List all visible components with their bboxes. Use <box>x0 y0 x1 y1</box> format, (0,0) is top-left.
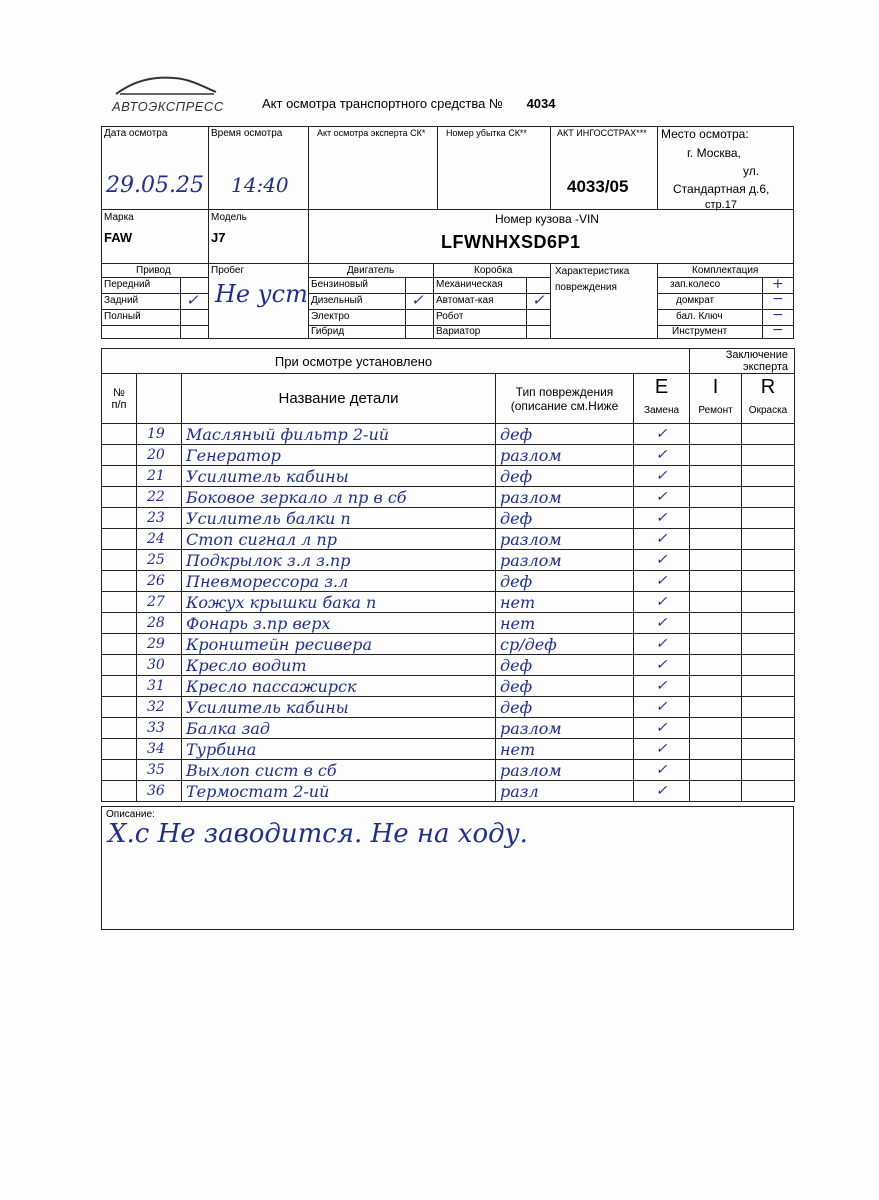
damage-type: разл <box>496 781 634 802</box>
part-name: Боковое зеркало л пр в сб <box>182 487 496 508</box>
col-e-header: E Замена <box>634 374 690 424</box>
place-cell: Место осмотра: г. Москва, ул. Стандартная д.6, стр.17 <box>657 126 794 210</box>
col-num-header: № п/п <box>102 374 137 424</box>
drive-all: Полный <box>104 311 141 322</box>
part-name: Турбина <box>182 739 496 760</box>
drive-rear-checkmark: ✓ <box>186 291 199 309</box>
replace-checkmark: ✓ <box>634 781 690 802</box>
row-number: 32 <box>137 697 182 718</box>
damage-type: нет <box>496 613 634 634</box>
mileage-block: Пробег Не уст <box>208 263 309 339</box>
replace-checkmark: ✓ <box>634 760 690 781</box>
damage-type: деф <box>496 571 634 592</box>
findings-table <box>101 348 794 802</box>
brand-cell: Марка FAW <box>101 209 209 264</box>
replace-checkmark: ✓ <box>634 529 690 550</box>
finding-row <box>102 676 795 697</box>
row-number: 34 <box>137 739 182 760</box>
drive-front: Передний <box>104 279 151 290</box>
replace-checkmark: ✓ <box>634 718 690 739</box>
damage-type: разлом <box>496 760 634 781</box>
drive-block: Привод Передний Задний ✓ Полный <box>101 263 209 339</box>
drive-rear: Задний <box>104 295 139 306</box>
row-number: 22 <box>137 487 182 508</box>
expert-act-cell: Акт осмотра эксперта СК* <box>308 126 438 210</box>
gearbox-auto-checkmark: ✓ <box>532 291 545 309</box>
finding-row <box>102 718 795 739</box>
date-value: 29.05.25 <box>106 173 204 198</box>
finding-row <box>102 424 795 445</box>
row-number: 21 <box>137 466 182 487</box>
part-name: Подкрылок з.л з.пр <box>182 550 496 571</box>
replace-checkmark: ✓ <box>634 487 690 508</box>
time-value: 14:40 <box>231 173 289 197</box>
finding-row <box>102 634 795 655</box>
replace-checkmark: ✓ <box>634 466 690 487</box>
damage-type: разлом <box>496 487 634 508</box>
row-number: 27 <box>137 592 182 613</box>
col-i-header: I Ремонт <box>690 374 742 424</box>
col-r-header: R Окраска <box>742 374 795 424</box>
replace-checkmark: ✓ <box>634 634 690 655</box>
row-number: 35 <box>137 760 182 781</box>
findings-title: При осмотре установлено <box>102 349 690 374</box>
row-number: 19 <box>137 424 182 445</box>
part-name: Термостат 2-ий <box>182 781 496 802</box>
replace-checkmark: ✓ <box>634 655 690 676</box>
row-number: 25 <box>137 550 182 571</box>
part-name: Масляный фильтр 2-ий <box>182 424 496 445</box>
row-number: 20 <box>137 445 182 466</box>
act-title: Акт осмотра транспортного средства № 4034 <box>262 96 556 111</box>
finding-row <box>102 508 795 529</box>
damage-type: ср/деф <box>496 634 634 655</box>
part-name: Кронштейн ресивера <box>182 634 496 655</box>
replace-checkmark: ✓ <box>634 676 690 697</box>
replace-checkmark: ✓ <box>634 571 690 592</box>
part-name: Усилитель балки п <box>182 508 496 529</box>
damage-type: деф <box>496 508 634 529</box>
brand-value: FAW <box>104 230 133 245</box>
ingos-cell: АКТ ИНГОССТРАХ*** 4033/05 <box>550 126 658 210</box>
vin-cell: Номер кузова -VIN LFWNHXSD6P1 <box>308 209 794 264</box>
vin-value: LFWNHXSD6P1 <box>441 232 581 252</box>
finding-row <box>102 571 795 592</box>
damage-type: разлом <box>496 718 634 739</box>
damage-type: деф <box>496 655 634 676</box>
row-number: 23 <box>137 508 182 529</box>
damage-characteristic-block: Характеристика повреждения <box>550 263 658 339</box>
part-name: Усилитель кабины <box>182 466 496 487</box>
finding-row <box>102 592 795 613</box>
finding-row <box>102 760 795 781</box>
gearbox-block: Коробка Механическая Автомат-кая ✓ Робот Вариатор <box>433 263 551 339</box>
replace-checkmark: ✓ <box>634 613 690 634</box>
replace-checkmark: ✓ <box>634 739 690 760</box>
damage-type: нет <box>496 592 634 613</box>
finding-row <box>102 739 795 760</box>
act-number: 4034 <box>526 96 556 111</box>
replace-checkmark: ✓ <box>634 445 690 466</box>
row-number: 30 <box>137 655 182 676</box>
part-name: Кресло пассажирск <box>182 676 496 697</box>
part-name: Кожух крышки бака п <box>182 592 496 613</box>
row-number: 36 <box>137 781 182 802</box>
finding-row <box>102 487 795 508</box>
description-box: Описание: Х.с Не заводится. Не на ходу. <box>101 806 794 930</box>
part-name: Кресло водит <box>182 655 496 676</box>
replace-checkmark: ✓ <box>634 697 690 718</box>
finding-row <box>102 613 795 634</box>
damage-type: деф <box>496 424 634 445</box>
damage-type: разлом <box>496 529 634 550</box>
damage-type: нет <box>496 739 634 760</box>
model-value: J7 <box>211 230 226 245</box>
part-name: Пневморессора з.л <box>182 571 496 592</box>
col-damage-header: Тип повреждения (описание см.Ниже <box>496 374 634 424</box>
finding-row <box>102 445 795 466</box>
damage-type: деф <box>496 697 634 718</box>
conclusion-title: Заключение эксперта <box>690 349 795 374</box>
part-name: Балка зад <box>182 718 496 739</box>
row-number: 31 <box>137 676 182 697</box>
finding-row <box>102 655 795 676</box>
engine-diesel-checkmark: ✓ <box>411 291 424 309</box>
row-number: 29 <box>137 634 182 655</box>
loss-number-cell: Номер убытка СК** <box>437 126 551 210</box>
model-cell: Модель J7 <box>208 209 309 264</box>
car-silhouette-icon <box>112 72 222 98</box>
replace-checkmark: ✓ <box>634 592 690 613</box>
description-text: Х.с Не заводится. Не на ходу. <box>108 819 528 849</box>
replace-checkmark: ✓ <box>634 550 690 571</box>
engine-block: Двигатель Бензиновый Дизельный ✓ Электро Гибрид <box>308 263 434 339</box>
part-name: Стоп сигнал л пр <box>182 529 496 550</box>
ingos-value: 4033/05 <box>567 177 629 196</box>
part-name: Усилитель кабины <box>182 697 496 718</box>
damage-type: разлом <box>496 445 634 466</box>
damage-type: деф <box>496 466 634 487</box>
part-name: Выхлоп сист в сб <box>182 760 496 781</box>
company-logo <box>112 72 222 112</box>
row-number: 33 <box>137 718 182 739</box>
part-name: Фонарь з.пр верх <box>182 613 496 634</box>
kit-block: Комплектация зап.колесо + домкрат − бал. Ключ − Инструмент − <box>657 263 794 339</box>
time-cell: Время осмотра 14:40 <box>208 126 309 210</box>
replace-checkmark: ✓ <box>634 508 690 529</box>
finding-row <box>102 529 795 550</box>
replace-checkmark: ✓ <box>634 424 690 445</box>
row-number: 26 <box>137 571 182 592</box>
finding-row <box>102 697 795 718</box>
damage-type: деф <box>496 676 634 697</box>
finding-row <box>102 781 795 802</box>
mileage-value: Не уст <box>215 280 308 308</box>
logo-text: АВТОЭКСПРЕСС <box>112 99 224 114</box>
finding-row <box>102 466 795 487</box>
col-part-header: Название детали <box>182 374 496 424</box>
row-number: 28 <box>137 613 182 634</box>
row-number: 24 <box>137 529 182 550</box>
damage-type: разлом <box>496 550 634 571</box>
date-cell: Дата осмотра 29.05.25 <box>101 126 209 210</box>
part-name: Генератор <box>182 445 496 466</box>
finding-row <box>102 550 795 571</box>
